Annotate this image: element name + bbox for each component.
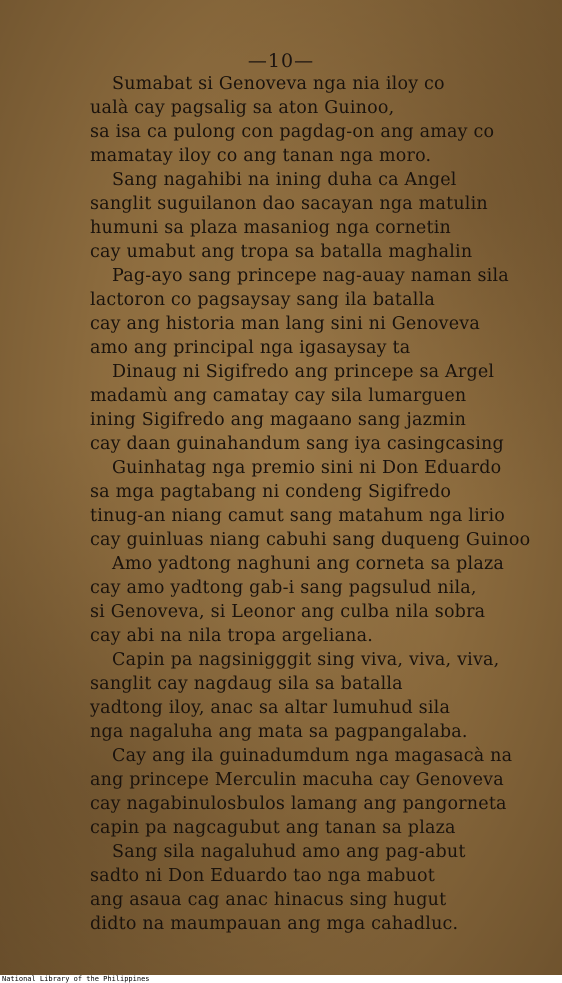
page-number: —10—: [247, 50, 315, 72]
text-line: capin pa nagcagubut ang tanan sa plaza: [90, 818, 456, 838]
text-line: madamù ang camatay cay sila lumarguen: [90, 386, 467, 406]
text-line: Sang sila nagaluhud amo ang pag-abut: [112, 842, 466, 862]
text-line: cay abi na nila tropa argeliana.: [90, 626, 373, 646]
text-line: sa mga pagtabang ni condeng Sigifredo: [90, 482, 452, 502]
text-line: sadto ni Don Eduardo tao nga mabuot: [90, 866, 436, 886]
text-line: cay umabut ang tropa sa batalla maghalin: [90, 242, 473, 262]
text-line: ualà cay pagsalig sa aton Guinoo,: [90, 98, 395, 118]
text-line: Sumabat si Genoveva nga nia iloy co: [112, 74, 445, 94]
text-line: amo ang principal nga igasaysay ta: [90, 338, 411, 358]
text-line: Pag-ayo sang princepe nag-auay naman sila: [112, 266, 509, 286]
text-line: yadtong iloy, anac sa altar lumuhud sila: [90, 698, 451, 718]
text-line: sa isa ca pulong con pagdag-on ang amay co: [90, 122, 495, 142]
text-line: cay ang historia man lang sini ni Genoveva: [90, 314, 480, 334]
text-line: cay guinluas niang cabuhi sang duqueng Guinoo: [90, 530, 531, 550]
text-line: cay nagabinulosbulos lamang ang pangorneta: [90, 794, 507, 814]
text-line: tinug-an niang camut sang matahum nga lirio: [90, 506, 505, 526]
text-line: Sang nagahibi na ining duha ca Angel: [112, 170, 457, 190]
text-line: lactoron co pagsaysay sang ila batalla: [90, 290, 436, 310]
text-line: humuni sa plaza masaniog nga cornetin: [90, 218, 451, 238]
text-line: ang asaua cag anac hinacus sing hugut: [90, 890, 447, 910]
text-line: Dinaug ni Sigifredo ang princepe sa Argel: [112, 362, 495, 382]
library-credit: National Library of the Philippines: [2, 975, 150, 983]
text-line: mamatay iloy co ang tanan nga moro.: [90, 146, 432, 166]
text-line: Amo yadtong naghuni ang corneta sa plaza: [112, 554, 505, 574]
text-line: ining Sigifredo ang magaano sang jazmin: [90, 410, 467, 430]
text-line: sanglit suguilanon dao sacayan nga matulin: [90, 194, 488, 214]
text-line: Cay ang ila guinadumdum nga magasacà na: [112, 746, 513, 766]
text-line: Guinhatag nga premio sini ni Don Eduardo: [112, 458, 502, 478]
text-line: nga nagaluha ang mata sa pagpangalaba.: [90, 722, 468, 742]
text-line: Capin pa nagsinigggit sing viva, viva, viva,: [112, 650, 500, 670]
text-line: ang princepe Merculin macuha cay Genoveva: [90, 770, 504, 790]
text-line: sanglit cay nagdaug sila sa batalla: [90, 674, 403, 694]
text-line: cay amo yadtong gab-i sang pagsulud nila,: [90, 578, 477, 598]
text-line: cay daan guinahandum sang iya casingcasing: [90, 434, 504, 454]
text-line: si Genoveva, si Leonor ang culba nila sobra: [90, 602, 486, 622]
text-line: didto na maumpauan ang mga cahadluc.: [90, 914, 459, 934]
